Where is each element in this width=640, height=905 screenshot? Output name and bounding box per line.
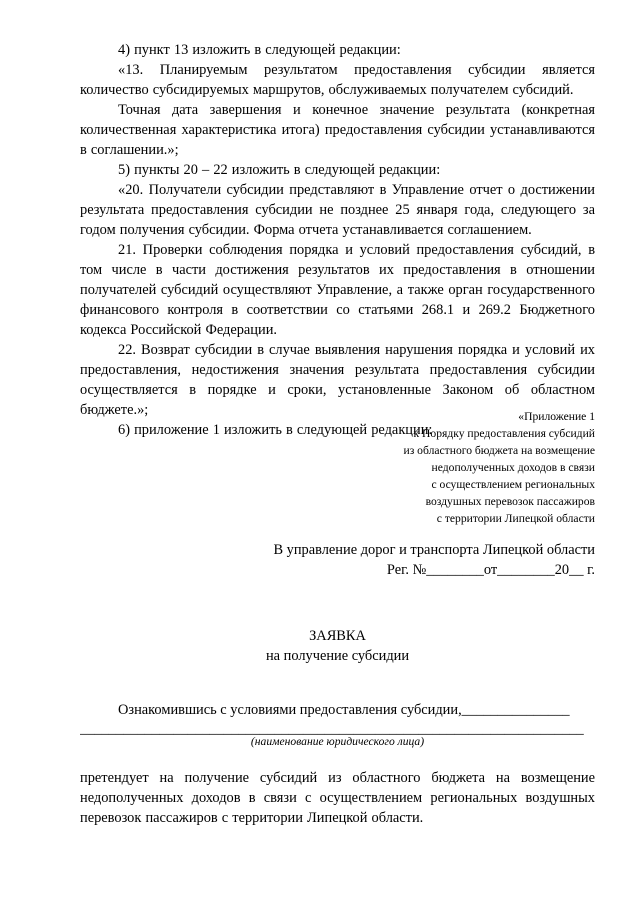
paragraph-item-20: «20. Получатели субсидии представляют в Управление отчет о достижении результата предоставления субсидии не позднее 25 января года, следующего за годом получения субсидии. Форма отчета устанавливается соглашением. [80,182,595,238]
registration-line: Рег. №________от________20__ г. [386,562,595,578]
paragraph-item-13: «13. Планируемым результатом предоставления субсидии является количество субсидируемых маршрутов, обслуживаемых получателем субсидий. [80,62,595,98]
form-line-intro: Ознакомившись с условиями предоставления субсидии,_______________ [118,702,570,718]
title-main: ЗАЯВКА [309,628,366,644]
title-sub: на получение субсидии [265,648,410,664]
addressee: В управление дорог и транспорта Липецкой области [273,542,595,558]
document-title [80,626,595,666]
appendix-line: к Порядку предоставления субсидий [413,427,595,440]
appendix-line: «Приложение 1 [518,410,595,423]
paragraph-item-22: 22. Возврат субсидии в случае выявления нарушения порядка и условий их предоставления, недостижения значения результата предоставления субсидии осуществляется в порядке и сроки, установленные Законом об областном бюджете.»; [80,342,595,418]
paragraph-amend-4: 4) пункт 13 изложить в следующей редакции: [118,42,401,58]
body-text [80,40,595,440]
appendix-line: недополученных доходов в связи [431,461,595,474]
paragraph-claim: претендует на получение субсидий из областного бюджета на возмещение недополученных доходов в связи с осуществлением региональных воздушных перевозок пассажиров с территории Липецкой области. [80,770,595,826]
paragraph-amend-5: 5) пункты 20 – 22 изложить в следующей редакции: [118,162,441,178]
paragraph-item-21: 21. Проверки соблюдения порядка и условий предоставления субсидий, в том числе в части достижения результатов их предоставления в отношении получателей субсидий осуществляют Управление, а также орган государственного финансового контроля в соответствии со статьями 268.1 и 269.2 Бюджетного кодекса Российской Федерации. [80,242,595,338]
addressee-block [200,540,595,580]
paragraph-result-date: Точная дата завершения и конечное значение результата (конкретная количественная характеристика итога) предоставления субсидии устанавливаются в соглашении.»; [80,102,595,158]
appendix-line: с территории Липецкой области [436,512,595,525]
appendix-header [300,408,595,527]
paragraph-amend-6: 6) приложение 1 изложить в следующей редакции: [118,422,433,438]
appendix-line: из областного бюджета на возмещение [403,444,595,457]
form-tail [80,768,595,828]
form-blank-line: ______________________________________________________________________ [80,721,584,737]
appendix-line: с осуществлением региональных [431,478,595,491]
blank-caption: (наименование юридического лица) [250,735,425,748]
appendix-line: воздушных перевозок пассажиров [425,495,595,508]
